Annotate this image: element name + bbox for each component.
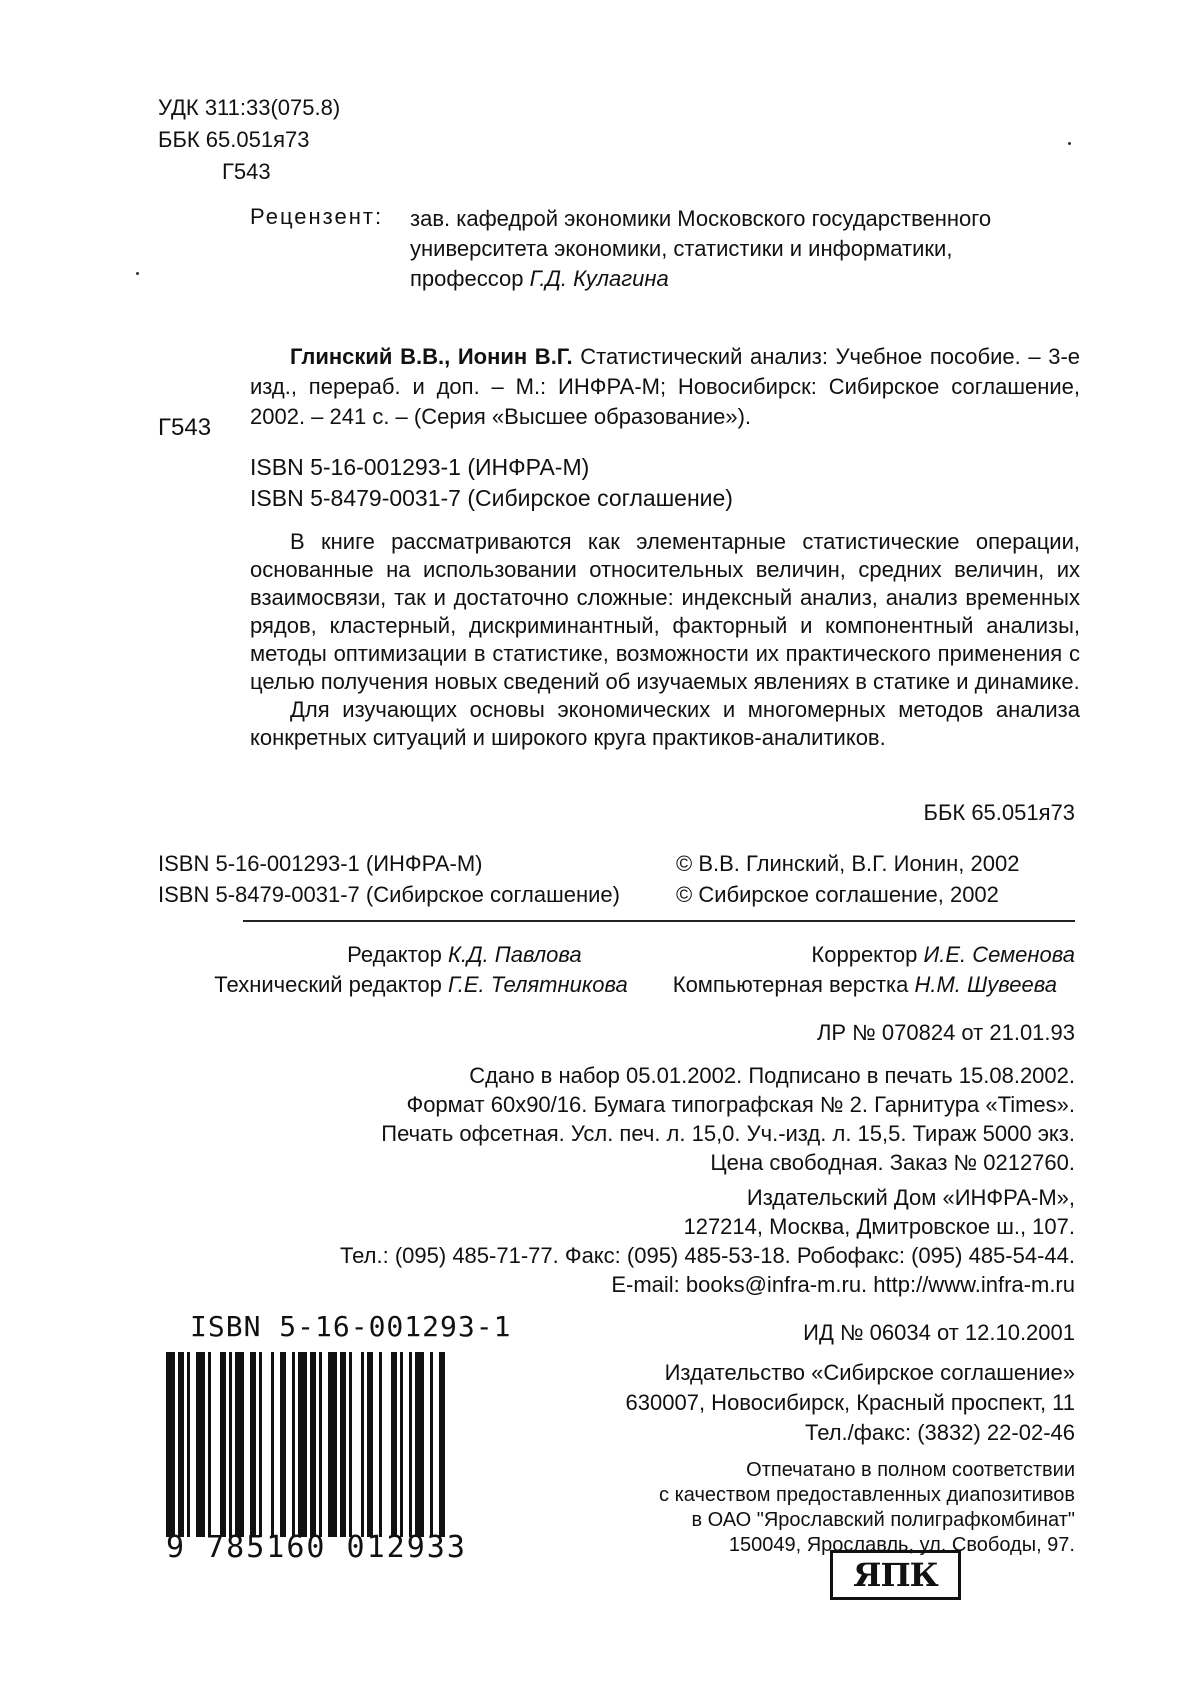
publisher-line: 127214, Москва, Дмитровское ш., 107.: [683, 1214, 1075, 1239]
barcode-bar: [292, 1352, 295, 1537]
reviewer-line: университета экономики, статистики и информатики,: [410, 236, 953, 261]
credits-right: [673, 940, 1075, 1000]
scan-speck: [1068, 142, 1071, 145]
publisher-block: [340, 1183, 1075, 1299]
layout-label: Компьютерная верстка: [672, 972, 915, 997]
barcode-bar: [415, 1352, 424, 1537]
license-line: ЛР № 070824 от 21.01.93: [816, 1020, 1075, 1045]
barcode-bar: [379, 1352, 382, 1537]
printing-line: Отпечатано в полном соответствии: [746, 1459, 1075, 1481]
isbn-line: ISBN 5-8479-0031-7 (Сибирское соглашение): [158, 882, 620, 907]
barcode-bar: [235, 1352, 244, 1537]
barcode-bar: [187, 1352, 190, 1537]
barcode-isbn: ISBN 5-16-001293-1: [190, 1310, 512, 1343]
barcode-bar: [178, 1352, 184, 1537]
reviewer-title: профессор: [410, 266, 530, 291]
editor-name: К.Д. Павлова: [448, 942, 582, 967]
divider: [243, 920, 1075, 922]
barcode-bar: [271, 1352, 274, 1537]
barcode-bar: [367, 1352, 373, 1537]
isbn-line: ISBN 5-16-001293-1 (ИНФРА-М): [250, 454, 590, 480]
udk-code: УДК 311:33(075.8): [158, 95, 341, 120]
logo-text: ЯПК: [853, 1556, 938, 1594]
abstract: [250, 528, 1080, 752]
publisher-line: Тел.: (095) 485-71-77. Факс: (095) 485-53-18. Робофакс: (095) 485-54-44.: [339, 1243, 1075, 1268]
barcode-bar: [259, 1352, 262, 1537]
barcode-bar: [400, 1352, 403, 1537]
side-author-code: Г543: [158, 414, 212, 441]
publisher-line: Издательский Дом «ИНФРА-М»,: [746, 1185, 1075, 1210]
publisher-line: 630007, Новосибирск, Красный проспект, 11: [625, 1390, 1075, 1415]
barcode-bar: [340, 1352, 346, 1537]
barcode-bar: [220, 1352, 226, 1537]
barcode-bar: [328, 1352, 337, 1537]
bbk-bottom: ББК 65.051я73: [923, 800, 1075, 825]
editor-credit: [214, 940, 598, 970]
barcode-bar: [439, 1352, 445, 1537]
barcode-bar: [280, 1352, 286, 1537]
copyright-line: © Сибирское соглашение, 2002: [676, 882, 999, 907]
copyright-line: © В.В. Глинский, В.Г. Ионин, 2002: [676, 851, 1020, 876]
barcode-bar: [391, 1352, 397, 1537]
barcode-bar: [229, 1352, 232, 1537]
siberian-publisher-block: [626, 1318, 1075, 1448]
barcode-bar: [349, 1352, 352, 1537]
isbn-bottom: [158, 848, 620, 910]
copyright-block: [676, 848, 1019, 910]
abstract-paragraph: В книге рассматриваются как элементарные статистические операции, основанные на использовании относительных величин, средних величин, их взаимосвязи, так и достаточно сложные: индексный анализ, анализ временных рядов, кластерный, дискриминантный, факторный и компонентный анализы, методы оптимизации в статистике, возможности их практического применения с целью получения новых сведений об изучаемых явлениях в статике и динамике.: [250, 529, 1080, 694]
scan-speck: [136, 272, 139, 275]
imprint-block: [381, 1018, 1075, 1177]
barcode-bar: [208, 1352, 211, 1537]
credits-left: [214, 940, 628, 1000]
editor-label: Редактор: [347, 942, 448, 967]
barcode-bar: [196, 1352, 205, 1537]
reviewer-line: зав. кафедрой экономики Московского государственного: [410, 206, 992, 231]
corrector-name: И.Е. Семенова: [923, 942, 1075, 967]
barcode-bar: [250, 1352, 256, 1537]
bibliographic-record: [250, 342, 1080, 432]
reviewer-text: [410, 204, 991, 294]
abstract-paragraph: Для изучающих основы экономических и многомерных методов анализа конкретных ситуаций и широкого круга практиков-аналитиков.: [250, 697, 1080, 750]
printing-line: в ОАО "Ярославский полиграфкомбинат": [691, 1509, 1075, 1531]
printing-line: 150049, Ярославль, ул. Свободы, 97.: [728, 1534, 1075, 1556]
reviewer-line: [410, 264, 991, 294]
tech-editor-label: Технический редактор: [214, 972, 448, 997]
layout-credit: [673, 970, 1075, 1000]
imprint-line: Сдано в набор 05.01.2002. Подписано в печать 15.08.2002.: [469, 1063, 1075, 1088]
barcode-bar: [430, 1352, 433, 1537]
imprint-line: Цена свободная. Заказ № 0212760.: [710, 1150, 1075, 1175]
classification-block: [158, 92, 340, 188]
barcode-bar: [361, 1352, 364, 1537]
author-code: Г543: [222, 159, 271, 184]
barcode-bar: [409, 1352, 412, 1537]
isbn-block: [250, 452, 733, 514]
barcode-digits: 9 785160 012933: [166, 1530, 467, 1565]
barcode-bar: [166, 1352, 175, 1537]
tech-editor-name: Г.Е. Телятникова: [448, 972, 628, 997]
printing-line: с качеством предоставленных диапозитивов: [659, 1484, 1075, 1506]
isbn-line: ISBN 5-8479-0031-7 (Сибирское соглашение): [250, 485, 733, 511]
imprint-line: Печать офсетная. Усл. печ. л. 15,0. Уч.-изд. л. 15,5. Тираж 5000 экз.: [381, 1121, 1075, 1146]
bibliographic-text: Статистический анализ: Учебное пособие. – 3-е изд., перераб. и доп. – М.: ИНФРА-М; Новосибирск: Сибирское соглашение, 2002. – 241 с. – (Серия «Высшее образование»).: [250, 344, 1080, 429]
authors: Глинский В.В., Ионин В.Г.: [290, 344, 573, 369]
tech-editor-credit: [214, 970, 628, 1000]
barcode-bar: [310, 1352, 316, 1537]
publisher-line: Издательство «Сибирское соглашение»: [664, 1360, 1075, 1385]
reviewer-name: Г.Д. Кулагина: [529, 266, 669, 291]
printer-logo: [830, 1550, 961, 1600]
isbn-line: ISBN 5-16-001293-1 (ИНФРА-М): [158, 851, 483, 876]
reviewer-label: Рецензент:: [250, 204, 384, 229]
layout-name: Н.М. Шувеева: [914, 972, 1057, 997]
printing-block: [659, 1458, 1075, 1558]
publisher-line: Тел./факс: (3832) 22-02-46: [805, 1420, 1075, 1445]
corrector-credit: [673, 940, 1075, 970]
publisher-line: E-mail: books@infra-m.ru. http://www.infra-m.ru: [611, 1272, 1075, 1297]
corrector-label: Корректор: [811, 942, 924, 967]
barcode-bar: [298, 1352, 307, 1537]
bbk-code: ББК 65.051я73: [158, 127, 310, 152]
barcode-bar: [319, 1352, 322, 1537]
publisher-id: ИД № 06034 от 12.10.2001: [803, 1320, 1075, 1345]
imprint-line: Формат 60х90/16. Бумага типографская № 2. Гарнитура «Times».: [406, 1092, 1075, 1117]
